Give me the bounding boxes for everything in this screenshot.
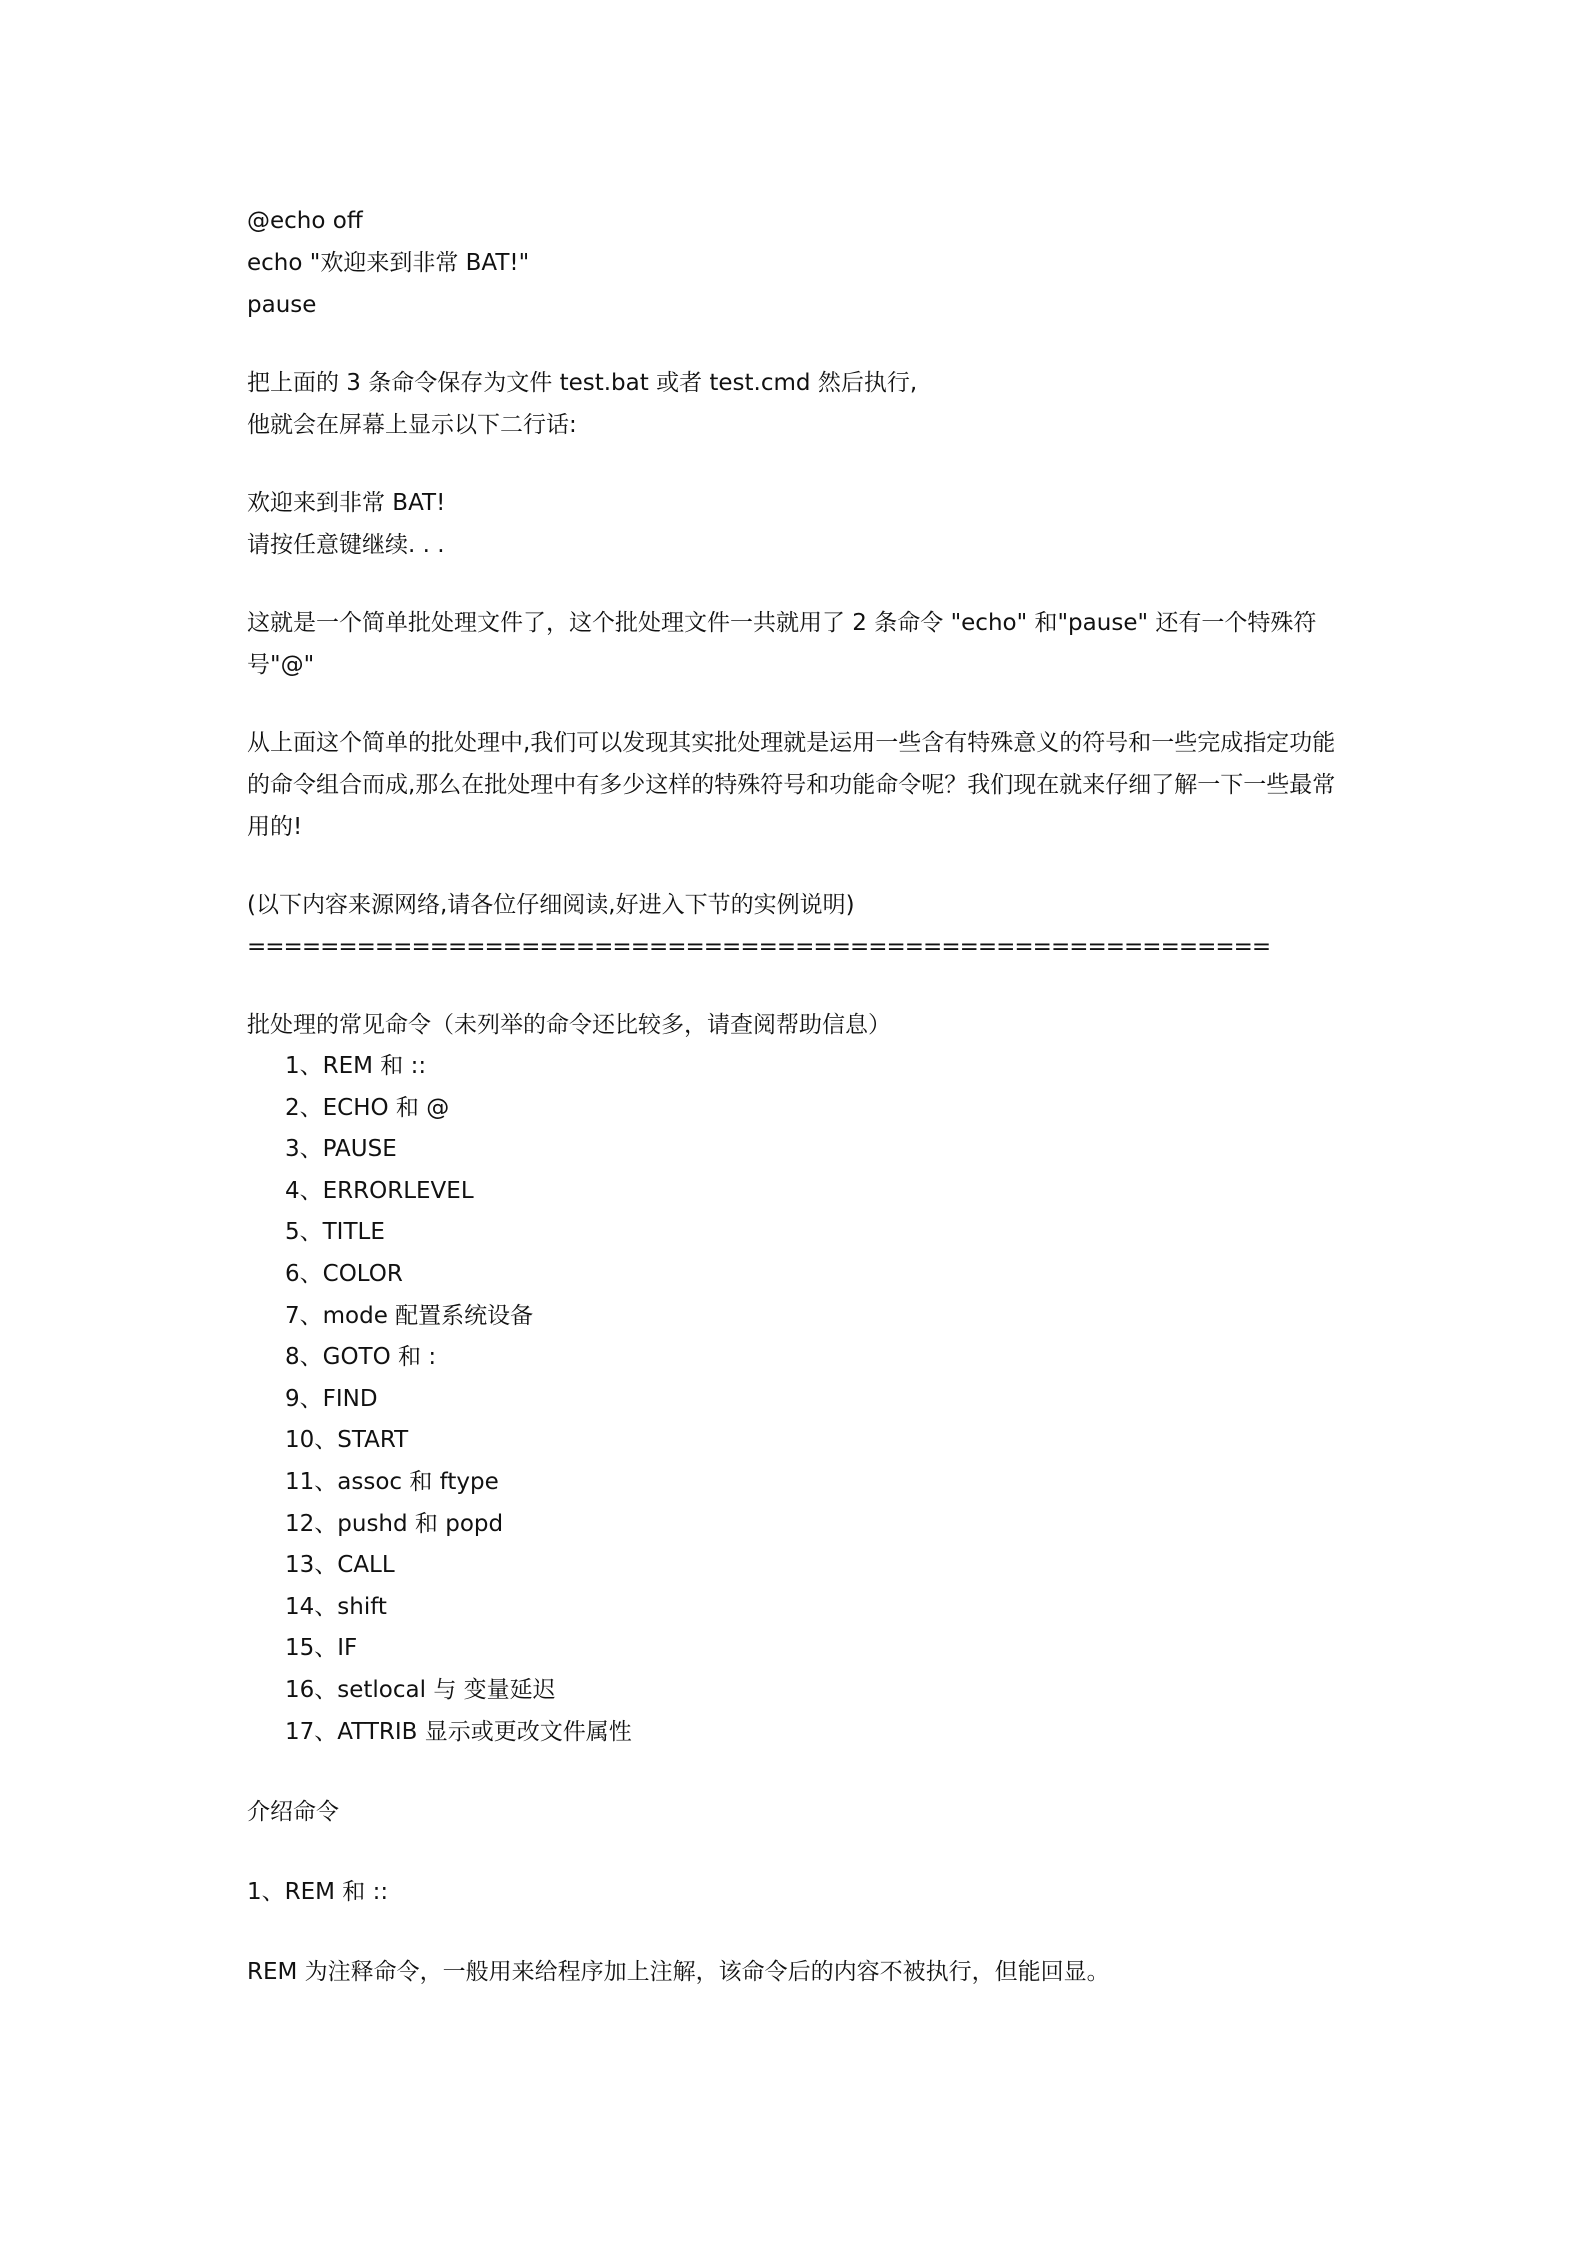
list-item: 2、ECHO 和 @ [285, 1094, 450, 1121]
output-line: 请按任意键继续. . . [247, 532, 445, 558]
code-block [247, 200, 1357, 326]
paragraph-line: 把上面的 3 条命令保存为文件 test.bat 或者 test.cmd 然后执行, [247, 370, 918, 396]
explanation-paragraph: 这就是一个简单批处理文件了，这个批处理文件一共就用了 2 条命令 "echo" 和"pause" 还有一个特殊符号"@" [247, 610, 1317, 678]
output-line: 欢迎来到非常 BAT! [247, 490, 446, 516]
intro-commands-heading: 介绍命令 [247, 1799, 339, 1826]
list-item: 11、assoc 和 ftype [285, 1468, 499, 1495]
discovery-paragraph: 从上面这个简单的批处理中,我们可以发现其实批处理就是运用一些含有特殊意义的符号和一些完成指定功能的命令组合而成,那么在批处理中有多少这样的特殊符号和功能命令呢？我们现在就来仔细了解一下一些最常用的! [247, 730, 1336, 840]
list-item: 3、PAUSE [285, 1136, 397, 1163]
list-item: 5、TITLE [285, 1219, 385, 1246]
output-block [247, 482, 1357, 566]
code-line: echo "欢迎来到非常 BAT!" [247, 250, 530, 276]
list-item: 12、pushd 和 popd [285, 1510, 504, 1537]
code-line: pause [247, 292, 317, 318]
list-item: 6、COLOR [285, 1260, 403, 1287]
commands-list [247, 1046, 1357, 1753]
commands-heading: 批处理的常见命令（未列举的命令还比较多，请查阅帮助信息） [247, 1012, 891, 1038]
paragraph-line: 他就会在屏幕上显示以下二行话: [247, 412, 577, 438]
rem-description: REM 为注释命令，一般用来给程序加上注解，该命令后的内容不被执行，但能回显。 [247, 1959, 1110, 1986]
list-item: 15、IF [285, 1635, 358, 1662]
document-page [247, 200, 1357, 1993]
list-item: 16、setlocal 与 变量延迟 [285, 1676, 556, 1703]
list-item: 14、shift [285, 1593, 387, 1620]
list-item: 13、CALL [285, 1552, 395, 1579]
list-item: 7、mode 配置系统设备 [285, 1302, 534, 1329]
list-item: 4、ERRORLEVEL [285, 1177, 474, 1204]
code-line: @echo off [247, 208, 363, 234]
list-item: 8、GOTO 和 : [285, 1344, 437, 1371]
list-item: 1、REM 和 :: [285, 1053, 427, 1079]
intro-paragraph [247, 362, 1357, 446]
separator-line: ======================================================== [247, 934, 1271, 960]
rem-section-heading: 1、REM 和 :: [247, 1879, 389, 1906]
list-item: 10、START [285, 1427, 409, 1454]
source-note: (以下内容来源网络,请各位仔细阅读,好进入下节的实例说明) [247, 892, 855, 918]
list-item: 17、ATTRIB 显示或更改文件属性 [285, 1718, 632, 1745]
list-item: 9、FIND [285, 1385, 378, 1412]
